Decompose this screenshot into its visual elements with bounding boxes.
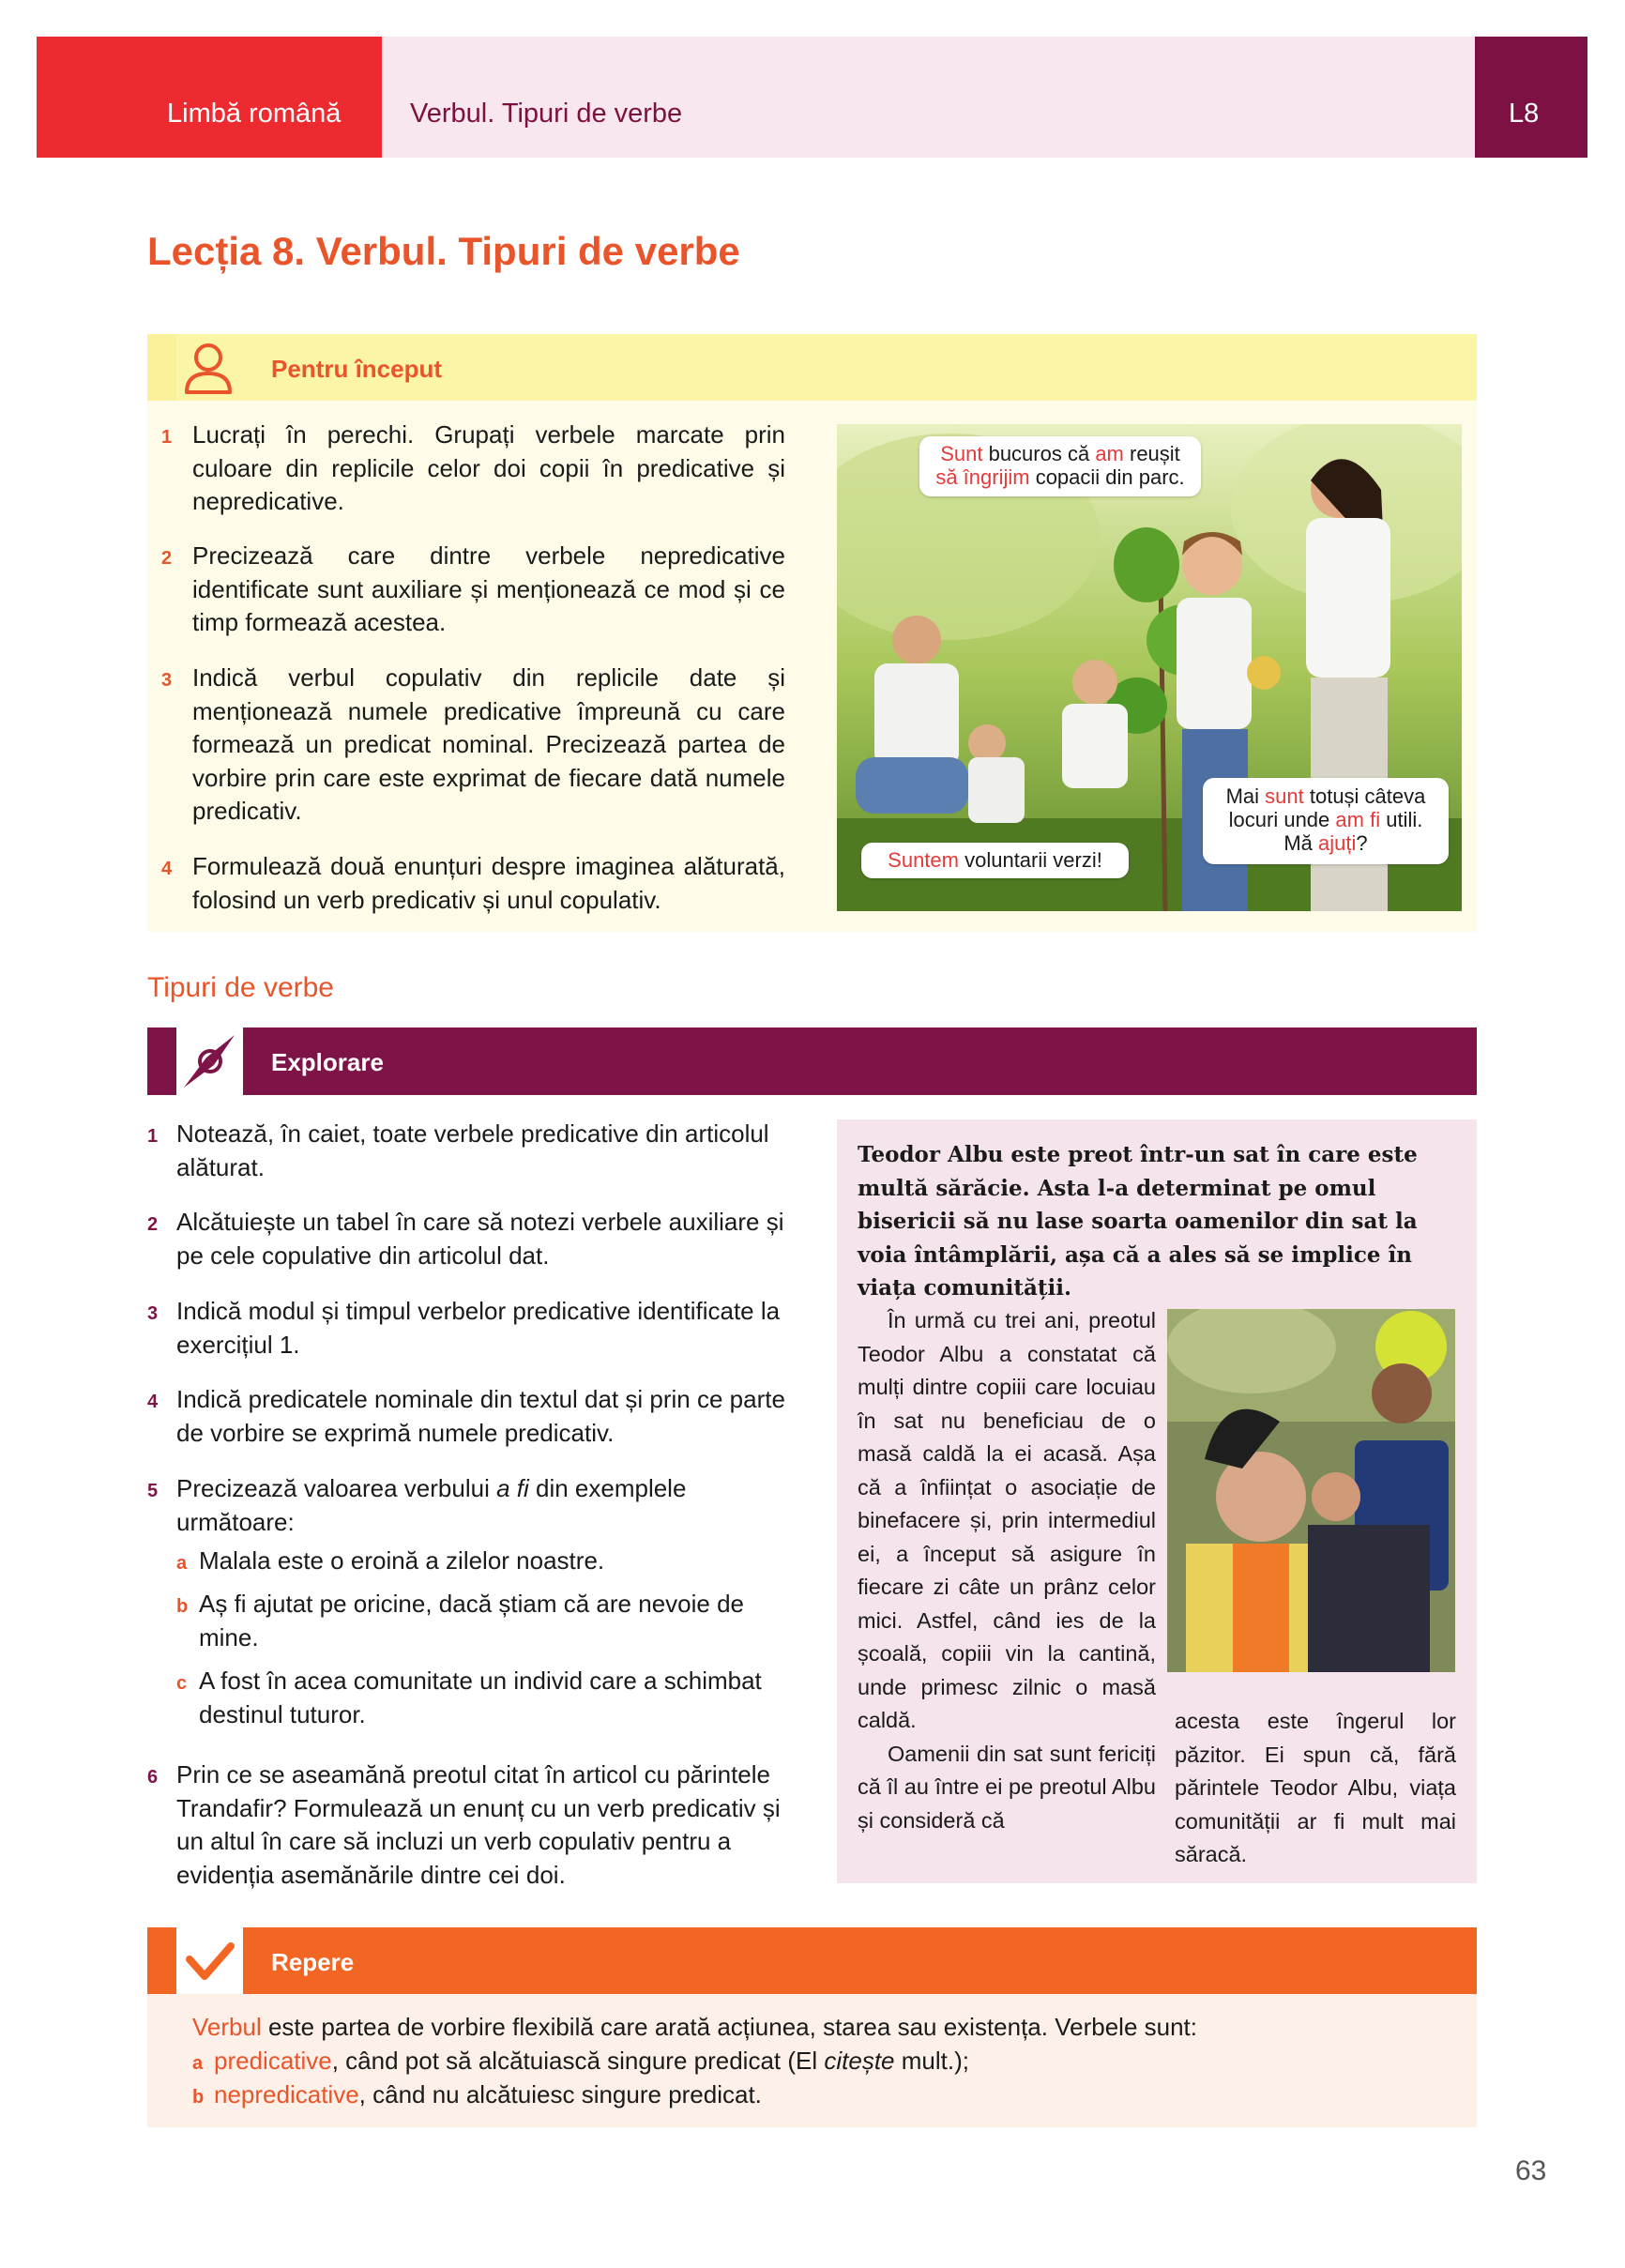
bubble-word: reușit bbox=[1123, 442, 1180, 465]
item-number: 1 bbox=[147, 1126, 159, 1147]
item-number: 5 bbox=[147, 1481, 159, 1501]
bubble-word: să îngrijim bbox=[935, 465, 1030, 489]
exercise-item bbox=[176, 1472, 786, 1539]
item-number: 6 bbox=[147, 1767, 159, 1788]
item-number: 1 bbox=[161, 427, 173, 448]
explorare-title: Explorare bbox=[271, 1048, 384, 1076]
article-paragraph: Oamenii din sat sunt fericiți că îl au între ei pe preotul Albu și consideră că bbox=[858, 1741, 1156, 1833]
item-number: 2 bbox=[161, 548, 173, 569]
header-subject-label: Limbă română bbox=[167, 99, 342, 129]
repere-letter: b bbox=[192, 2087, 205, 2108]
exercise-item: Precizează care dintre verbele nepredicative identificate sunt auxiliare și menționează ce mod și ce timp formează acestea. bbox=[192, 541, 785, 636]
exercise-subitem: Aș fi ajutat pe oricine, dacă știam că are nevoie de mine. bbox=[199, 1590, 744, 1652]
repere-item bbox=[214, 2045, 1452, 2078]
bar-strip bbox=[147, 1027, 176, 1095]
repere-item bbox=[214, 2078, 1452, 2112]
speech-bubble bbox=[861, 843, 1129, 878]
repere-title: Repere bbox=[271, 1948, 355, 1976]
bubble-word: ? bbox=[1356, 831, 1368, 855]
volunteers-photo bbox=[837, 424, 1462, 911]
pentru-inceput-title: Pentru început bbox=[271, 355, 443, 383]
bubble-word: Mai bbox=[1225, 784, 1266, 808]
header-lesson-code bbox=[1475, 37, 1587, 158]
item-number: 4 bbox=[147, 1392, 159, 1412]
bubble-word: Mă bbox=[1283, 831, 1319, 855]
repere-text: mult.); bbox=[894, 2047, 969, 2075]
priest-photo bbox=[1167, 1309, 1455, 1672]
bubble-word: bucuros că bbox=[982, 442, 1096, 465]
exercise-item: Prin ce se aseamănă preotul citat în articol cu părintele Trandafir? Formulează un enunț cu un verb predicativ și un altul în care să incluzi un verb copulativ pentru a evidenția asemănările dintre cei doi. bbox=[176, 1760, 781, 1889]
repere-term: nepredicative bbox=[214, 2080, 359, 2108]
bubble-word: voluntarii verzi! bbox=[958, 848, 1102, 872]
exercise-item: Alcătuiește un tabel în care să notezi verbele auxiliare și pe cele copulative din articolul dat. bbox=[176, 1208, 784, 1270]
bubble-word: sunt bbox=[1265, 784, 1304, 808]
article-paragraph: În urmă cu trei ani, preotul Teodor Albu a constatat că mulți dintre copiii care locuiau în sat nu beneficiau de o masă caldă la ei acasă. Așa că a înființat o asociație de binefacere și, prin intermediul ei, a început să asigure în fiecare zi câte un prânz celor mici. Astfel, când ies de la școală, copiii vin la cantină, unde primesc zilnic o masă caldă. bbox=[858, 1308, 1156, 1732]
repere-bar bbox=[147, 1927, 1477, 1994]
repere-text: , când pot să alcătuiască singure predicat (El bbox=[331, 2047, 825, 2075]
bar-strip bbox=[147, 1927, 176, 1994]
item-number: 3 bbox=[147, 1303, 159, 1324]
repere-text: este partea de vorbire flexibilă care arată acțiunea, starea sau existența. Verbele sunt: bbox=[261, 2013, 1197, 2041]
lesson-title: Lecția 8. Verbul. Tipuri de verbe bbox=[147, 229, 740, 273]
pentru-inceput-bar bbox=[147, 334, 1477, 401]
item-number: 4 bbox=[161, 859, 173, 879]
compass-icon bbox=[176, 1027, 243, 1095]
header-topic-label: Verbul. Tipuri de verbe bbox=[410, 99, 683, 129]
bubble-word: utili. bbox=[1380, 808, 1423, 831]
exercise-item: Indică modul și timpul verbelor predicative identificate la exercițiul 1. bbox=[176, 1297, 781, 1359]
article-column-2: acesta este îngerul lor păzitor. Ei spun că, fără părintele Teodor Albu, viața comunității ar fi mult mai săracă. bbox=[1175, 1709, 1456, 1866]
header-topic bbox=[382, 37, 1475, 158]
exercise-item: Indică predicatele nominale din textul dat și prin ce parte de vorbire se exprimă numele predicativ. bbox=[176, 1385, 785, 1447]
person-icon bbox=[177, 338, 239, 397]
checkmark-icon bbox=[176, 1927, 243, 1994]
section-subheading: Tipuri de verbe bbox=[147, 972, 334, 1003]
exercise-subitem: Malala este o eroină a zilelor noastre. bbox=[199, 1546, 605, 1575]
exercise-subitem: A fost în acea comunitate un individ care a schimbat destinul tuturor. bbox=[199, 1667, 762, 1728]
subitem-letter: c bbox=[176, 1673, 188, 1694]
bubble-word: am bbox=[1095, 442, 1124, 465]
speech-bubble bbox=[1203, 778, 1449, 864]
item-number: 3 bbox=[161, 670, 173, 691]
explorare-bar bbox=[147, 1027, 1477, 1095]
repere-term: predicative bbox=[214, 2047, 332, 2075]
bubble-word: Sunt bbox=[940, 442, 983, 465]
article-column-1 bbox=[858, 1304, 1156, 1837]
bubble-word: am fi bbox=[1335, 808, 1381, 831]
exercise-item: Notează, în caiet, toate verbele predicative din articolul alăturat. bbox=[176, 1119, 769, 1181]
speech-bubble bbox=[919, 436, 1201, 496]
exercise-text: din exemplele următoare: bbox=[176, 1474, 687, 1536]
bubble-word: Suntem bbox=[888, 848, 959, 872]
subitem-letter: a bbox=[176, 1553, 188, 1574]
repere-emphasis: citește bbox=[824, 2047, 895, 2075]
subitem-letter: b bbox=[176, 1596, 189, 1617]
repere-letter: a bbox=[192, 2053, 204, 2074]
bar-strip bbox=[147, 334, 176, 401]
repere-text: , când nu alcătuiesc singure predicat. bbox=[358, 2080, 762, 2108]
item-number: 2 bbox=[147, 1214, 159, 1235]
bubble-word: copacii din parc. bbox=[1029, 465, 1185, 489]
exercise-emphasis: a fi bbox=[496, 1474, 529, 1502]
repere-definition bbox=[192, 2011, 1459, 2045]
bubble-word: ajuți bbox=[1318, 831, 1357, 855]
exercise-item: Formulează două enunțuri despre imaginea alăturată, folosind un verb predicativ și unul copulativ. bbox=[192, 852, 785, 914]
exercise-item: Lucrați în perechi. Grupați verbele marcate prin culoare din replicile celor doi copii în predicative și nepredicative. bbox=[192, 420, 785, 515]
repere-term: Verbul bbox=[192, 2013, 262, 2041]
page-number: 63 bbox=[1515, 2155, 1547, 2186]
lesson-code-label: L8 bbox=[1509, 99, 1540, 129]
bubble-word: totuși câteva bbox=[1303, 784, 1426, 808]
exercise-item: Indică verbul copulativ din replicile date și menționează numele predicative împreună cu care formează un predicat nominal. Precizează partea de vorbire prin care este exprimat de fiecare dată numele predicativ. bbox=[192, 663, 785, 825]
bubble-word: locuri unde bbox=[1228, 808, 1336, 831]
exercise-text: Precizează valoarea verbului bbox=[176, 1474, 497, 1502]
header-subject bbox=[37, 37, 382, 158]
article-lead: Teodor Albu este preot într-un sat în care este multă sărăcie. Asta l-a determinat pe omul bisericii să nu lase soarta oamenilor din sat la voia întâmplării, așa că a ales să se implice în viața comunității. bbox=[858, 1142, 1418, 1301]
